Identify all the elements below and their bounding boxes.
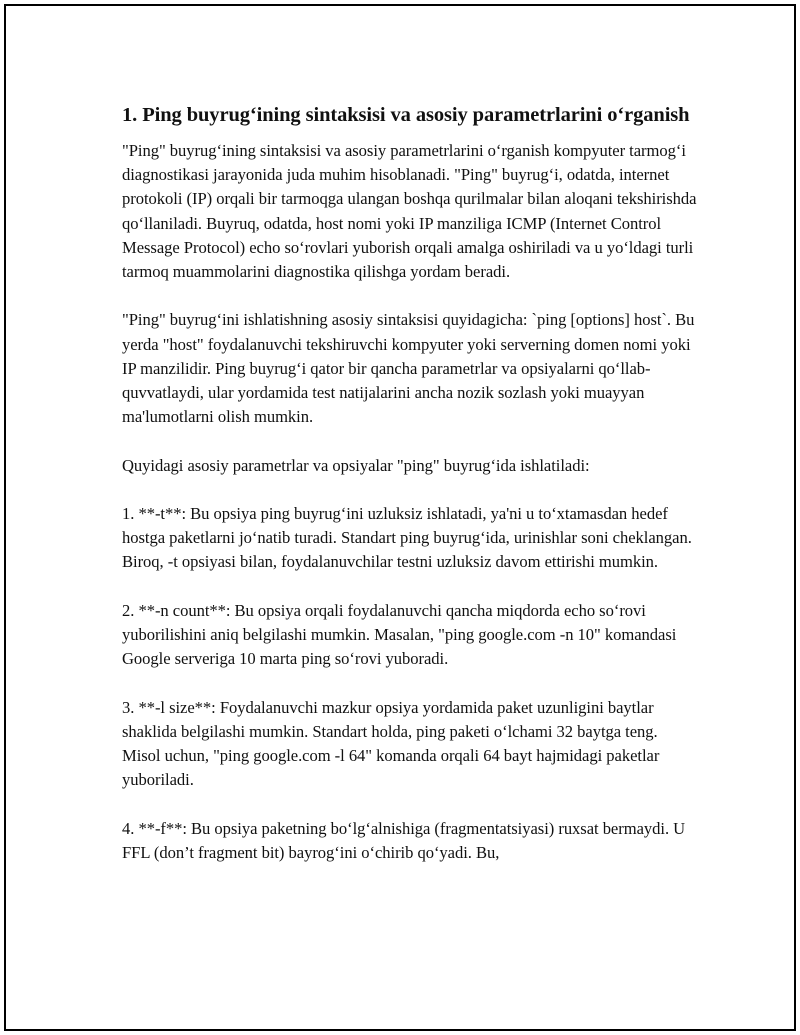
document-body bbox=[122, 102, 698, 889]
paragraph-option-l: 3. **-l size**: Foydalanuvchi mazkur opsiya yordamida paket uzunligini baytlar shaklida belgilashi mumkin. Standart holda, ping paketi o‘lchami 32 baytga teng. Misol uchun, "ping google.com -l 64" komanda orqali 64 bayt hajmidagi paketlar yuboriladi. bbox=[122, 697, 660, 790]
paragraph-options-intro: Quyidagi asosiy parametrlar va opsiyalar "ping" buyrug‘ida ishlatiladi: bbox=[122, 455, 590, 475]
paragraph-syntax: "Ping" buyrug‘ini ishlatishning asosiy sintaksisi quyidagicha: `ping [options] host`. Bu yerda "host" foydalanuvchi tekshiruvchi kompyuter yoki serverning domen nomi yoki IP manzilidir. Ping buyrug‘i qator bir qancha parametrlar va opsiyalarni qo‘llab-quvvatlaydi, ular yordamida test natijalarini ancha nozik sozlash yoki muayyan ma'lumotlarni olish mumkin. bbox=[122, 310, 695, 427]
paragraph-option-t: 1. **-t**: Bu opsiya ping buyrug‘ini uzluksiz ishlatadi, ya'ni u to‘xtamasdan hedef hostga paketlarni jo‘natib turadi. Standart ping buyrug‘ida, urinishlar soni cheklangan. Biroq, -t opsiyasi bilan, foydalanuvchilar testni uzluksiz davom ettirishi mumkin. bbox=[122, 504, 692, 572]
page-frame bbox=[4, 4, 796, 1031]
paragraph-option-f: 4. **-f**: Bu opsiya paketning bo‘lg‘alnishiga (fragmentatsiyasi) ruxsat bermaydi. U FFL (don’t fragment bit) bayrog‘ini o‘chirib qo‘yadi. Bu, bbox=[122, 818, 686, 862]
section-heading: 1. Ping buyrug‘ining sintaksisi va asosiy parametrlarini o‘rganish bbox=[122, 104, 690, 126]
paragraph-intro: "Ping" buyrug‘ining sintaksisi va asosiy parametrlarini o‘rganish kompyuter tarmog‘i diagnostikasi jarayonida juda muhim hisoblanadi. "Ping" buyrug‘i, odatda, internet protokoli (IP) orqali bir tarmoqga ulangan boshqa qurilmalar bilan aloqani tekshirishda qo‘llaniladi. Buyruq, odatda, host nomi yoki IP manziliga ICMP (Internet Control Message Protocol) echo so‘rovlari yuborish orqali amalga oshiriladi va u yo‘ldagi turli tarmoq muammolarini diagnostika qilishga yordam beradi. bbox=[122, 141, 697, 282]
paragraph-option-n: 2. **-n count**: Bu opsiya orqali foydalanuvchi qancha miqdorda echo so‘rovi yuborilishini aniq belgilashi mumkin. Masalan, "ping google.com -n 10" komandasi Google serveriga 10 marta ping so‘rovi yuboradi. bbox=[122, 600, 677, 669]
